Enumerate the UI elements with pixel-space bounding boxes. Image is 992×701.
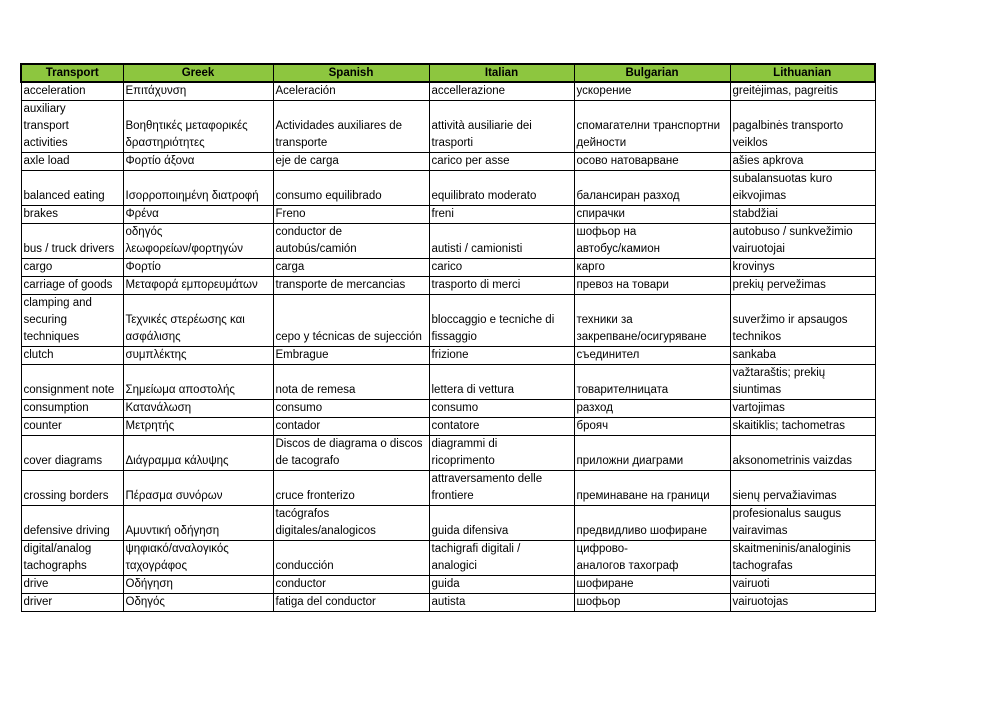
cell-text: брояч <box>576 420 609 432</box>
cell-text: Οδηγός <box>125 596 165 608</box>
cell-text: балансиран разход <box>576 190 680 202</box>
cell-lithuanian <box>730 347 875 365</box>
cell-transport <box>21 506 123 541</box>
cell-text: auxiliary transport activities <box>23 103 69 149</box>
cell-greek <box>123 82 273 101</box>
cell-text: Φορτίο άξονα <box>125 155 195 167</box>
cell-text: carriage of goods <box>23 279 113 291</box>
cell-text: Τεχνικές στερέωσης και ασφάλισης <box>125 314 245 343</box>
cell-text: предвидливо шофиране <box>576 525 707 537</box>
glossary-table <box>20 63 876 612</box>
cell-spanish <box>273 506 429 541</box>
cell-italian <box>429 259 574 277</box>
cell-transport <box>21 594 123 612</box>
cell-spanish <box>273 576 429 594</box>
cell-text: Βοηθητικές μεταφορικές δραστηριότητες <box>125 120 248 149</box>
cell-greek <box>123 153 273 171</box>
table-row <box>21 153 875 171</box>
cell-text: техники за закрепване/осигуряване <box>576 314 707 343</box>
table-row <box>21 471 875 506</box>
cell-lithuanian <box>730 541 875 576</box>
cell-italian <box>429 171 574 206</box>
cell-text: tacógrafos digitales/analogicos <box>275 508 376 537</box>
cell-bulgarian <box>574 101 730 153</box>
cell-bulgarian <box>574 400 730 418</box>
cell-text: товарителницата <box>576 384 669 396</box>
table-row <box>21 506 875 541</box>
cell-lithuanian <box>730 418 875 436</box>
cell-text: Οδήγηση <box>125 578 173 590</box>
cell-lithuanian <box>730 82 875 101</box>
cell-lithuanian <box>730 436 875 471</box>
cell-text: fatiga del conductor <box>275 596 376 608</box>
cell-lithuanian <box>730 224 875 259</box>
cell-text: sankaba <box>732 349 776 361</box>
cell-transport <box>21 206 123 224</box>
cell-text: Μεταφορά εμπορευμάτων <box>125 279 258 291</box>
cell-lithuanian <box>730 259 875 277</box>
cell-text: defensive driving <box>23 525 110 537</box>
cell-transport <box>21 400 123 418</box>
header-bulgarian: Bulgarian <box>574 64 730 82</box>
cell-text: stabdžiai <box>732 208 778 220</box>
cell-text: diagrammi di ricoprimento <box>431 438 498 467</box>
cell-text: conducción <box>275 560 334 572</box>
cell-italian <box>429 224 574 259</box>
cell-text: цифрово- аналогов тахограф <box>576 543 679 572</box>
cell-text: cargo <box>23 261 53 273</box>
table-row <box>21 259 875 277</box>
cell-text: συμπλέκτης <box>125 349 187 361</box>
cell-text: eje de carga <box>275 155 339 167</box>
cell-bulgarian <box>574 594 730 612</box>
cell-text: transporte de mercancias <box>275 279 406 291</box>
cell-italian <box>429 101 574 153</box>
cell-greek <box>123 101 273 153</box>
cell-text: Discos de diagrama o discos de tacografo <box>275 438 423 467</box>
cell-text: autisti / camionisti <box>431 243 523 255</box>
cell-greek <box>123 171 273 206</box>
cell-text: Μετρητής <box>125 420 175 432</box>
cell-text: cruce fronterizo <box>275 490 355 502</box>
cell-spanish <box>273 101 429 153</box>
cell-text: counter <box>23 420 62 432</box>
cell-text: suveržimo ir apsaugos technikos <box>732 314 848 343</box>
cell-spanish <box>273 206 429 224</box>
table-row <box>21 82 875 101</box>
cell-text: važtaraštis; prekių siuntimas <box>732 367 826 396</box>
cell-lithuanian <box>730 277 875 295</box>
cell-text: conductor <box>275 578 327 590</box>
cell-text: skaitmeninis/analoginis tachografas <box>732 543 851 572</box>
table-row <box>21 206 875 224</box>
cell-text: Σημείωμα αποστολής <box>125 384 235 396</box>
cell-italian <box>429 295 574 347</box>
cell-text: attraversamento delle frontiere <box>431 473 543 502</box>
cell-transport <box>21 365 123 400</box>
cell-text: driver <box>23 596 53 608</box>
cell-text: prekių pervežimas <box>732 279 826 291</box>
cell-bulgarian <box>574 347 730 365</box>
cell-text: brakes <box>23 208 59 220</box>
cell-transport <box>21 153 123 171</box>
cell-italian <box>429 418 574 436</box>
header-greek: Greek <box>123 64 273 82</box>
table-row <box>21 400 875 418</box>
cell-text: преминаване на граници <box>576 490 710 502</box>
cell-text: trasporto di merci <box>431 279 521 291</box>
cell-text: разход <box>576 402 613 414</box>
header-spanish: Spanish <box>273 64 429 82</box>
cell-spanish <box>273 436 429 471</box>
cell-text: contador <box>275 420 321 432</box>
cell-italian <box>429 436 574 471</box>
cell-text: спирачки <box>576 208 625 220</box>
cell-text: guida difensiva <box>431 525 509 537</box>
cell-spanish <box>273 295 429 347</box>
cell-text: приложни диаграми <box>576 455 684 467</box>
header-italian: Italian <box>429 64 574 82</box>
cell-text: vairuotojas <box>732 596 789 608</box>
cell-lithuanian <box>730 153 875 171</box>
cell-text: шофиране <box>576 578 634 590</box>
cell-text: consignment note <box>23 384 115 396</box>
cell-text: vairuoti <box>732 578 770 590</box>
cell-transport <box>21 436 123 471</box>
cell-italian <box>429 277 574 295</box>
cell-text: Κατανάλωση <box>125 402 192 414</box>
cell-text: Διάγραμμα κάλυψης <box>125 455 229 467</box>
cell-transport <box>21 224 123 259</box>
cell-bulgarian <box>574 295 730 347</box>
cell-text: carga <box>275 261 305 273</box>
header-lithuanian: Lithuanian <box>730 64 875 82</box>
cell-text: спомагателни транспортни дейности <box>576 120 721 149</box>
cell-text: Embrague <box>275 349 329 361</box>
cell-text: Πέρασμα συνόρων <box>125 490 223 502</box>
cell-bulgarian <box>574 506 730 541</box>
cell-bulgarian <box>574 206 730 224</box>
table-header <box>21 64 875 82</box>
cell-text: nota de remesa <box>275 384 356 396</box>
cell-text: Αμυντική οδήγηση <box>125 525 220 537</box>
cell-bulgarian <box>574 365 730 400</box>
cell-italian <box>429 576 574 594</box>
cell-bulgarian <box>574 436 730 471</box>
cell-spanish <box>273 153 429 171</box>
cell-greek <box>123 576 273 594</box>
table-row <box>21 347 875 365</box>
cell-bulgarian <box>574 153 730 171</box>
cell-transport <box>21 576 123 594</box>
cell-lithuanian <box>730 471 875 506</box>
cell-spanish <box>273 418 429 436</box>
cell-text: drive <box>23 578 49 590</box>
table-row <box>21 224 875 259</box>
cell-italian <box>429 153 574 171</box>
cell-greek <box>123 347 273 365</box>
cell-spanish <box>273 541 429 576</box>
cell-italian <box>429 471 574 506</box>
cell-text: Aceleración <box>275 85 336 97</box>
cell-text: sienų pervažiavimas <box>732 490 837 502</box>
cell-transport <box>21 259 123 277</box>
cell-text: carico <box>431 261 463 273</box>
table-body <box>21 82 875 612</box>
cell-italian <box>429 506 574 541</box>
cell-greek <box>123 277 273 295</box>
cell-text: autobuso / sunkvežimio vairuotojai <box>732 226 853 255</box>
cell-lithuanian <box>730 101 875 153</box>
cell-text: krovinys <box>732 261 775 273</box>
cell-transport <box>21 541 123 576</box>
cell-bulgarian <box>574 171 730 206</box>
table-row <box>21 365 875 400</box>
cell-text: bus / truck drivers <box>23 243 115 255</box>
cell-italian <box>429 594 574 612</box>
cell-text: ašies apkrova <box>732 155 804 167</box>
cell-bulgarian <box>574 541 730 576</box>
cell-spanish <box>273 594 429 612</box>
cell-text: greitėjimas, pagreitis <box>732 85 838 97</box>
cell-text: skaitiklis; tachometras <box>732 420 845 432</box>
cell-greek <box>123 295 273 347</box>
cell-text: digital/analog tachographs <box>23 543 92 572</box>
cell-text: Ισορροποιημένη διατροφή <box>125 190 259 202</box>
cell-text: consumo <box>275 402 323 414</box>
table-row <box>21 295 875 347</box>
cell-bulgarian <box>574 576 730 594</box>
cell-text: contatore <box>431 420 480 432</box>
cell-lithuanian <box>730 206 875 224</box>
cell-text: crossing borders <box>23 490 109 502</box>
cell-lithuanian <box>730 365 875 400</box>
cell-transport <box>21 347 123 365</box>
cell-greek <box>123 224 273 259</box>
cell-text: consumo equilibrado <box>275 190 382 202</box>
cell-text: ускорение <box>576 85 632 97</box>
cell-text: attività ausiliarie dei trasporti <box>431 120 532 149</box>
cell-text: subalansuotas kuro eikvojimas <box>732 173 833 202</box>
cell-text: consumption <box>23 402 89 414</box>
cell-lithuanian <box>730 295 875 347</box>
cell-italian <box>429 206 574 224</box>
cell-spanish <box>273 171 429 206</box>
cell-bulgarian <box>574 471 730 506</box>
cell-greek <box>123 594 273 612</box>
cell-greek <box>123 365 273 400</box>
cell-text: balanced eating <box>23 190 105 202</box>
cell-greek <box>123 418 273 436</box>
cell-text: aksonometrinis vaizdas <box>732 455 853 467</box>
cell-text: осово натоварване <box>576 155 679 167</box>
cell-spanish <box>273 259 429 277</box>
cell-text: Επιτάχυνση <box>125 85 187 97</box>
cell-text: cover diagrams <box>23 455 103 467</box>
cell-text: axle load <box>23 155 70 167</box>
cell-text: vartojimas <box>732 402 785 414</box>
cell-text: карго <box>576 261 605 273</box>
cell-text: accellerazione <box>431 85 506 97</box>
cell-greek <box>123 436 273 471</box>
cell-text: ψηφιακό/αναλογικός ταχογράφος <box>125 543 229 572</box>
cell-text: pagalbinės transporto veiklos <box>732 120 844 149</box>
cell-spanish <box>273 224 429 259</box>
cell-text: frizione <box>431 349 469 361</box>
cell-spanish <box>273 277 429 295</box>
cell-spanish <box>273 365 429 400</box>
cell-text: Freno <box>275 208 306 220</box>
cell-bulgarian <box>574 259 730 277</box>
cell-text: profesionalus saugus vairavimas <box>732 508 842 537</box>
cell-lithuanian <box>730 594 875 612</box>
cell-bulgarian <box>574 418 730 436</box>
cell-transport <box>21 82 123 101</box>
cell-transport <box>21 471 123 506</box>
cell-transport <box>21 295 123 347</box>
cell-text: equilibrato moderato <box>431 190 537 202</box>
cell-spanish <box>273 400 429 418</box>
cell-text: conductor de autobús/camión <box>275 226 357 255</box>
cell-text: шофьор <box>576 596 621 608</box>
cell-text: cepo y técnicas de sujección <box>275 331 422 343</box>
cell-transport <box>21 418 123 436</box>
cell-bulgarian <box>574 224 730 259</box>
cell-text: acceleration <box>23 85 86 97</box>
cell-text: οδηγός λεωφορείων/φορτηγών <box>125 226 244 255</box>
cell-text: consumo <box>431 402 479 414</box>
cell-lithuanian <box>730 506 875 541</box>
cell-italian <box>429 541 574 576</box>
header-row <box>21 64 875 82</box>
cell-lithuanian <box>730 400 875 418</box>
cell-italian <box>429 400 574 418</box>
cell-text: превоз на товари <box>576 279 669 291</box>
cell-greek <box>123 206 273 224</box>
table-row <box>21 418 875 436</box>
cell-text: carico per asse <box>431 155 510 167</box>
cell-text: шофьор на автобус/камион <box>576 226 660 255</box>
cell-greek <box>123 400 273 418</box>
cell-greek <box>123 541 273 576</box>
cell-italian <box>429 347 574 365</box>
cell-spanish <box>273 347 429 365</box>
table-row <box>21 171 875 206</box>
cell-spanish <box>273 471 429 506</box>
cell-text: съединител <box>576 349 640 361</box>
header-transport: Transport <box>21 64 123 82</box>
cell-italian <box>429 82 574 101</box>
cell-greek <box>123 259 273 277</box>
cell-transport <box>21 171 123 206</box>
cell-text: clamping and securing techniques <box>23 297 92 343</box>
cell-lithuanian <box>730 576 875 594</box>
table-row <box>21 594 875 612</box>
table-row <box>21 541 875 576</box>
cell-text: lettera di vettura <box>431 384 514 396</box>
cell-spanish <box>273 82 429 101</box>
table-row <box>21 576 875 594</box>
cell-greek <box>123 471 273 506</box>
cell-transport <box>21 101 123 153</box>
table-row <box>21 436 875 471</box>
cell-bulgarian <box>574 277 730 295</box>
cell-text: Φορτίο <box>125 261 161 273</box>
cell-text: tachigrafi digitali / analogici <box>431 543 521 572</box>
cell-text: clutch <box>23 349 54 361</box>
cell-text: guida <box>431 578 460 590</box>
cell-text: freni <box>431 208 454 220</box>
cell-bulgarian <box>574 82 730 101</box>
cell-text: bloccaggio e tecniche di fissaggio <box>431 314 555 343</box>
cell-transport <box>21 277 123 295</box>
cell-lithuanian <box>730 171 875 206</box>
cell-text: autista <box>431 596 466 608</box>
cell-text: Actividades auxiliares de transporte <box>275 120 403 149</box>
table-row <box>21 277 875 295</box>
cell-italian <box>429 365 574 400</box>
cell-greek <box>123 506 273 541</box>
table-row <box>21 101 875 153</box>
cell-text: Φρένα <box>125 208 159 220</box>
